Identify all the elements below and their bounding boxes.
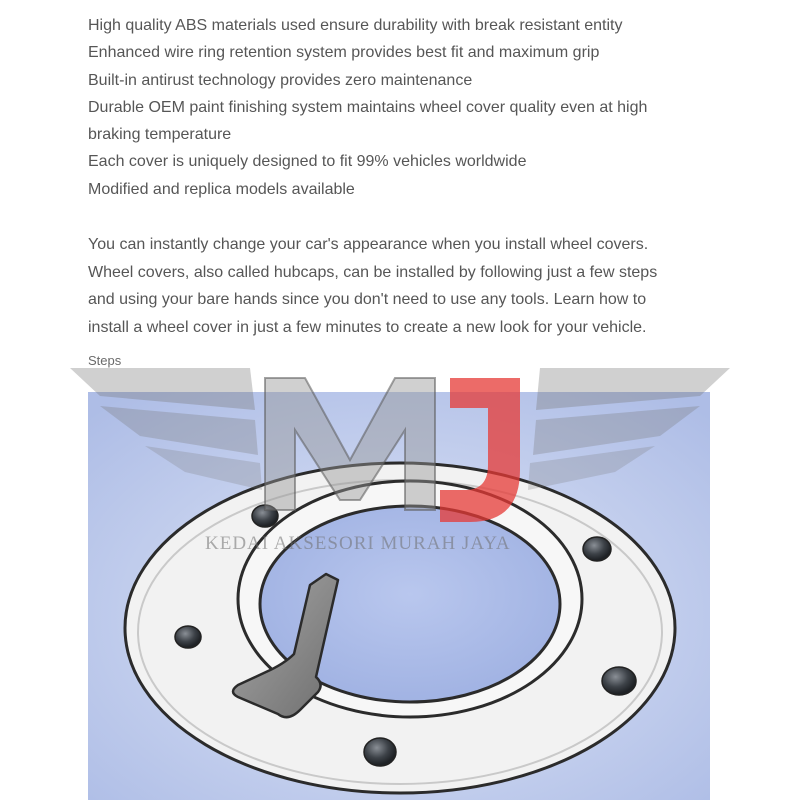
- feature-item: Enhanced wire ring retention system provides best fit and maximum grip: [88, 44, 600, 62]
- feature-item: Modified and replica models available: [88, 180, 355, 198]
- intro-paragraph: [88, 231, 738, 341]
- wheel-cover-drawing: [88, 392, 710, 800]
- bolt-icon: [175, 626, 201, 648]
- feature-list: [88, 12, 728, 203]
- intro-line: You can instantly change your car's appearance when you install wheel covers.: [88, 236, 649, 253]
- intro-line: Wheel covers, also called hubcaps, can be installed by following just a few steps: [88, 263, 658, 281]
- intro-line: and using your bare hands since you don't need to use any tools. Learn how to: [88, 291, 647, 308]
- bolt-icon: [364, 738, 396, 766]
- feature-item: Built-in antirust technology provides zero maintenance: [88, 71, 473, 89]
- feature-item: High quality ABS materials used ensure durability with break resistant entity: [88, 17, 623, 34]
- wheel-cover-illustration: [88, 392, 710, 800]
- steps-label: Steps: [88, 353, 122, 368]
- bolt-icon: [583, 537, 611, 561]
- feature-item: Durable OEM paint finishing system maintains wheel cover quality even at high: [88, 98, 648, 116]
- watermark-text: KEDAI AKSESORI MURAH JAYA: [205, 533, 511, 554]
- feature-item: Each cover is uniquely designed to fit 99% vehicles worldwide: [88, 153, 527, 171]
- bolt-icon: [602, 667, 636, 695]
- bolt-icon: [252, 505, 278, 527]
- intro-line: install a wheel cover in just a few minutes to create a new look for your vehicle.: [88, 318, 647, 336]
- feature-item: braking temperature: [88, 126, 232, 144]
